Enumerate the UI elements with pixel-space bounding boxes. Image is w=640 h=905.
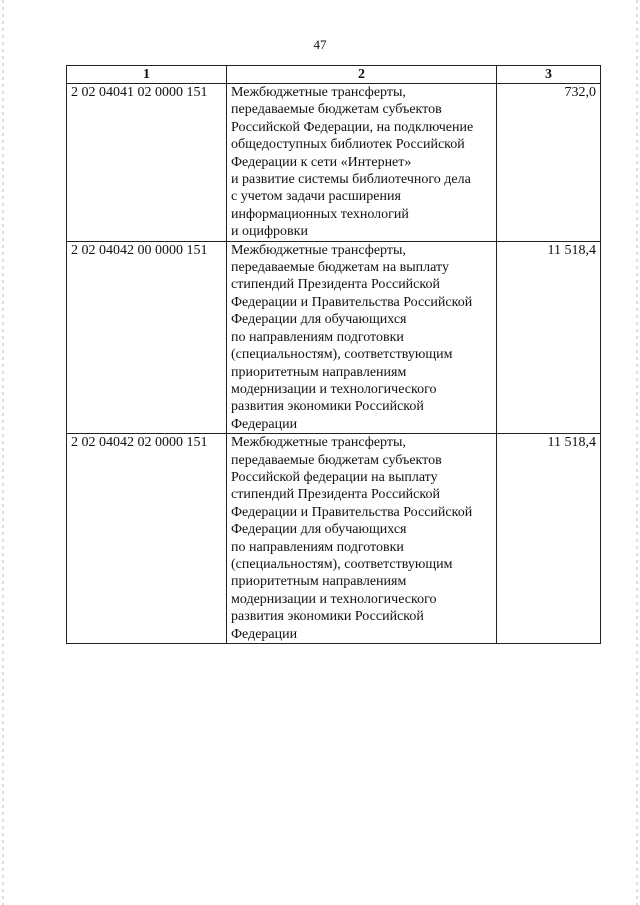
left-scan-edge [2, 0, 4, 905]
description-cell [227, 241, 497, 433]
description-line: Федерации [231, 626, 298, 642]
description-line: Федерации и Правительства Российской [231, 504, 473, 520]
description-line: Федерации [231, 416, 298, 432]
description-line: Федерации для обучающихся [231, 522, 407, 538]
header-col-1: 1 [67, 66, 227, 84]
description-line: передаваемые бюджетам субъектов [231, 452, 442, 468]
amount-value: 11 518,4 [497, 241, 601, 433]
header-col-2: 2 [227, 66, 497, 84]
description-line: (специальностям), соответствующим [231, 347, 453, 363]
description-cell [227, 84, 497, 242]
description-line: Федерации для обучающихся [231, 312, 407, 328]
table-body [67, 84, 601, 644]
table-row [67, 241, 601, 433]
table-row [67, 84, 601, 242]
amount-value: 11 518,4 [497, 434, 601, 644]
description-cell [227, 434, 497, 644]
description-line: Межбюджетные трансферты, [231, 85, 406, 100]
description-line: приоритетным направлениям [231, 364, 407, 380]
description-line: по направлениям подготовки [231, 329, 404, 345]
budget-code: 2 02 04042 02 0000 151 [67, 434, 227, 644]
description-line: развития экономики Российской [231, 399, 424, 415]
budget-code: 2 02 04041 02 0000 151 [67, 84, 227, 242]
description-line: по направлениям подготовки [231, 539, 404, 555]
description-line: модернизации и технологического [231, 591, 437, 607]
description-line: Федерации к сети «Интернет» [231, 154, 412, 170]
budget-table [66, 65, 601, 644]
description-line: и развитие системы библиотечного дела [231, 172, 471, 188]
description-line: общедоступных библиотек Российской [231, 137, 465, 153]
page-number: 47 [313, 37, 327, 52]
description-line: (специальностям), соответствующим [231, 556, 453, 572]
description-line: Российской Федерации, на подключение [231, 119, 474, 135]
header-col-3: 3 [497, 66, 601, 84]
right-scan-edge [636, 0, 638, 905]
description-line: и оцифровки [231, 224, 308, 240]
description-line: Российской федерации на выплату [231, 469, 438, 485]
description-line: стипендий Президента Российской [231, 487, 440, 503]
table-row [67, 434, 601, 644]
description-line: модернизации и технологического [231, 381, 437, 397]
description-line: приоритетным направлениям [231, 574, 407, 590]
description-line: передаваемые бюджетам субъектов [231, 102, 442, 118]
amount-value: 732,0 [497, 84, 601, 242]
description-line: Федерации и Правительства Российской [231, 294, 473, 310]
description-line: информационных технологий [231, 206, 409, 222]
description-line: передаваемые бюджетам на выплату [231, 260, 449, 276]
budget-code: 2 02 04042 00 0000 151 [67, 241, 227, 433]
description-line: с учетом задачи расширения [231, 189, 401, 205]
table-header-row [67, 66, 601, 84]
description-line: Межбюджетные трансферты, [231, 435, 406, 451]
description-line: развития экономики Российской [231, 609, 424, 625]
description-line: Межбюджетные трансферты, [231, 242, 406, 258]
description-line: стипендий Президента Российской [231, 277, 440, 293]
